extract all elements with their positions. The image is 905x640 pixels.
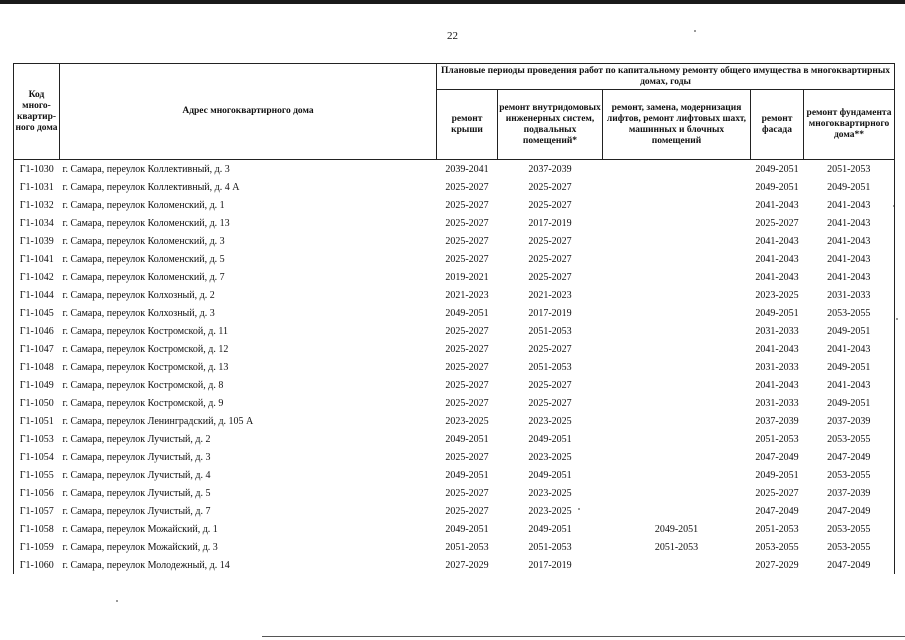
scan-speck [694,30,696,32]
row-systems-period: 2025-2027 [528,379,572,391]
row-foundation-period: 2049-2051 [804,358,895,376]
row-facade-period: 2025-2027 [755,487,799,499]
row-systems-period: 2023-2025 [528,451,572,463]
table-row [14,484,895,502]
row-facade-period: 2047-2049 [755,451,799,463]
row-roof-period: 2025-2027 [445,325,489,337]
row-roof-period: 2025-2027 [445,199,489,211]
row-lifts-period [603,556,751,574]
row-lifts-period: 2049-2051 [654,523,699,535]
row-address: г. Самара, переулок Коломенский, д. 13 [62,217,230,229]
row-lifts-period [603,448,751,466]
header-engineering-systems-repair: ремонт внутридомовых инженерных систем, подвальных помещений* [498,90,603,160]
row-address: г. Самара, переулок Коломенский, д. 3 [62,235,225,247]
row-foundation-period: 2041-2043 [804,196,895,214]
row-code: Г1-1057 [14,502,60,520]
row-foundation-period: 2037-2039 [804,484,895,502]
row-roof-period: 2025-2027 [445,397,489,409]
row-systems-period: 2023-2025 [528,415,572,427]
table-row [14,322,895,340]
row-systems-period: 2051-2053 [528,325,572,337]
row-code: Г1-1056 [14,484,60,502]
row-facade-period: 2041-2043 [755,343,799,355]
row-systems-period: 2025-2027 [528,343,572,355]
row-code: Г1-1050 [14,394,60,412]
row-facade-period: 2041-2043 [755,271,799,283]
table-row [14,250,895,268]
capital-repair-schedule-table [13,63,895,574]
row-code: Г1-1039 [14,232,60,250]
row-foundation-period: 2049-2051 [804,322,895,340]
row-address: г. Самара, переулок Костромской, д. 9 [62,397,224,409]
row-foundation-period: 2041-2043 [804,376,895,394]
row-systems-period: 2037-2039 [498,160,603,179]
table-row [14,304,895,322]
top-border-line [0,0,905,4]
row-systems-period: 2025-2027 [528,271,572,283]
row-facade-period: 2041-2043 [755,253,799,265]
row-facade-period: 2049-2051 [755,469,799,481]
scan-speck [896,318,898,320]
row-facade-period: 2049-2051 [755,181,799,193]
row-foundation-period: 2041-2043 [804,268,895,286]
row-lifts-period [603,196,751,214]
row-address: г. Самара, переулок Костромской, д. 12 [62,343,229,355]
row-code: Г1-1051 [14,412,60,430]
row-code: Г1-1034 [14,214,60,232]
table-row [14,178,895,196]
page-number: 22 [447,30,458,42]
row-code: Г1-1031 [14,178,60,196]
table-row [14,268,895,286]
row-code: Г1-1047 [14,340,60,358]
row-facade-period: 2041-2043 [755,235,799,247]
row-address: г. Самара, переулок Костромской, д. 13 [62,361,229,373]
row-address: г. Самара, переулок Коломенский, д. 1 [62,199,225,211]
row-address: г. Самара, переулок Коллективный, д. 3 [60,160,437,179]
row-foundation-period: 2053-2055 [804,538,895,556]
row-address: г. Самара, переулок Можайский, д. 1 [62,523,218,535]
scan-speck [116,600,118,602]
header-code: Код много-квартир-ного дома [14,64,60,160]
row-foundation-period: 2049-2051 [804,394,895,412]
row-systems-period: 2021-2023 [528,289,572,301]
row-facade-period: 2031-2033 [755,397,799,409]
row-address: г. Самара, переулок Лучистый, д. 2 [62,433,211,445]
row-systems-period: 2023-2025 [528,487,572,499]
table-row [14,466,895,484]
row-code: Г1-1053 [14,430,60,448]
header-planned-periods: Плановые периоды проведения работ по капитальному ремонту общего имущества в многоквартирных домах, годы [437,64,895,90]
row-foundation-period: 2041-2043 [804,214,895,232]
row-address: г. Самара, переулок Костромской, д. 11 [62,325,228,337]
table-row [14,376,895,394]
row-foundation-period: 2047-2049 [804,502,895,520]
table-row [14,196,895,214]
row-roof-period: 2051-2053 [445,541,489,553]
row-facade-period: 2051-2053 [755,433,799,445]
row-code: Г1-1048 [14,358,60,376]
row-facade-period: 2025-2027 [755,217,799,229]
row-address: г. Самара, переулок Лучистый, д. 5 [62,487,211,499]
header-foundation-repair: ремонт фундамента многоквартирного дома** [804,90,895,160]
row-address: г. Самара, переулок Колхозный, д. 2 [62,289,215,301]
row-code: Г1-1032 [14,196,60,214]
table-row [14,160,895,179]
row-foundation-period: 2041-2043 [804,340,895,358]
row-lifts-period [603,502,751,520]
row-systems-period: 2017-2019 [528,559,572,571]
row-roof-period: 2025-2027 [445,253,489,265]
row-facade-period: 2047-2049 [755,505,799,517]
row-systems-period: 2025-2027 [528,181,572,193]
row-code: Г1-1054 [14,448,60,466]
row-address: г. Самара, переулок Можайский, д. 3 [62,541,218,553]
row-facade-period: 2031-2033 [755,325,799,337]
row-foundation-period: 2037-2039 [804,412,895,430]
table-row [14,214,895,232]
header-roof-repair: ремонт крыши [437,90,498,160]
row-roof-period: 2027-2029 [445,559,489,571]
row-foundation-period: 2031-2033 [804,286,895,304]
row-systems-period: 2049-2051 [528,469,572,481]
row-lifts-period [603,304,751,322]
row-lifts-period [603,268,751,286]
row-facade-period: 2031-2033 [755,361,799,373]
row-foundation-period: 2047-2049 [804,556,895,574]
row-address: г. Самара, переулок Лучистый, д. 3 [62,451,211,463]
row-facade-period: 2053-2055 [755,541,799,553]
row-lifts-period [603,322,751,340]
row-lifts-period [603,340,751,358]
row-facade-period: 2023-2025 [755,289,799,301]
row-lifts-period [603,232,751,250]
row-facade-period: 2027-2029 [755,559,799,571]
row-address: г. Самара, переулок Коллективный, д. 4 А [62,181,240,193]
bottom-border-line [262,636,905,637]
row-foundation-period: 2051-2053 [804,160,895,179]
table-body [14,160,895,575]
row-roof-period: 2025-2027 [445,487,489,499]
table-row [14,520,895,538]
row-facade-period: 2051-2053 [755,523,799,535]
row-roof-period: 2049-2051 [445,523,489,535]
header-facade-repair: ремонт фасада [751,90,804,160]
row-foundation-period: 2049-2051 [804,178,895,196]
table-row [14,430,895,448]
row-address: г. Самара, переулок Костромской, д. 8 [62,379,224,391]
row-lifts-period [603,412,751,430]
row-roof-period: 2025-2027 [445,451,489,463]
header-address: Адрес многоквартирного дома [60,64,437,160]
row-lifts-period [603,466,751,484]
row-code: Г1-1058 [14,520,60,538]
row-code: Г1-1046 [14,322,60,340]
row-facade-period: 2049-2051 [751,160,804,179]
table-row [14,340,895,358]
row-roof-period: 2025-2027 [445,235,489,247]
row-address: г. Самара, переулок Лучистый, д. 7 [62,505,211,517]
row-address: г. Самара, переулок Ленинградский, д. 105 А [62,415,254,427]
row-roof-period: 2049-2051 [445,307,489,319]
header-lift-repair: ремонт, замена, модернизация лифтов, ремонт лифтовых шахт, машинных и блочных помещений [603,90,751,160]
row-address: г. Самара, переулок Лучистый, д. 4 [62,469,211,481]
row-foundation-period: 2041-2043 [804,250,895,268]
row-roof-period: 2025-2027 [445,181,489,193]
row-lifts-period [603,160,751,179]
row-foundation-period: 2053-2055 [804,430,895,448]
table-row [14,394,895,412]
row-address: г. Самара, переулок Колхозный, д. 3 [62,307,215,319]
row-code: Г1-1041 [14,250,60,268]
table-row [14,358,895,376]
row-roof-period: 2025-2027 [445,361,489,373]
row-systems-period: 2025-2027 [528,235,572,247]
table-row [14,502,895,520]
row-code: Г1-1044 [14,286,60,304]
table-row [14,556,895,574]
row-lifts-period [603,214,751,232]
row-systems-period: 2017-2019 [528,217,572,229]
row-roof-period: 2025-2027 [445,379,489,391]
table-row [14,412,895,430]
table-row [14,448,895,466]
table-row [14,538,895,556]
row-roof-period: 2019-2021 [445,271,489,283]
row-systems-period: 2025-2027 [528,397,572,409]
row-foundation-period: 2053-2055 [804,520,895,538]
row-roof-period: 2025-2027 [445,217,489,229]
table-header [14,64,895,160]
row-address: г. Самара, переулок Коломенский, д. 7 [62,271,225,283]
table-row [14,232,895,250]
row-code: Г1-1060 [14,556,60,574]
row-foundation-period: 2053-2055 [804,466,895,484]
row-address: г. Самара, переулок Коломенский, д. 5 [62,253,225,265]
row-systems-period: 2051-2053 [528,541,572,553]
row-lifts-period [603,484,751,502]
row-code: Г1-1055 [14,466,60,484]
row-roof-period: 2023-2025 [445,415,489,427]
row-lifts-period [603,250,751,268]
row-code: Г1-1045 [14,304,60,322]
row-facade-period: 2041-2043 [755,199,799,211]
row-lifts-period [603,394,751,412]
row-roof-period: 2039-2041 [437,160,498,179]
row-lifts-period [603,286,751,304]
row-lifts-period [603,178,751,196]
row-roof-period: 2025-2027 [445,505,489,517]
row-facade-period: 2037-2039 [755,415,799,427]
row-facade-period: 2041-2043 [755,379,799,391]
row-foundation-period: 2053-2055 [804,304,895,322]
row-code: Г1-1042 [14,268,60,286]
row-systems-period: 2025-2027 [528,253,572,265]
row-roof-period: 2049-2051 [445,469,489,481]
row-foundation-period: 2041-2043 [804,232,895,250]
row-roof-period: 2021-2023 [445,289,489,301]
table-row [14,286,895,304]
row-roof-period: 2025-2027 [445,343,489,355]
row-roof-period: 2049-2051 [445,433,489,445]
row-systems-period: 2049-2051 [528,433,572,445]
row-foundation-period: 2047-2049 [804,448,895,466]
row-systems-period: 2023-2025 [528,505,572,517]
row-lifts-period [603,430,751,448]
row-facade-period: 2049-2051 [755,307,799,319]
row-systems-period: 2025-2027 [528,199,572,211]
row-address: г. Самара, переулок Молодежный, д. 14 [62,559,230,571]
row-code: Г1-1049 [14,376,60,394]
row-systems-period: 2049-2051 [528,523,572,535]
row-lifts-period [603,376,751,394]
row-lifts-period: 2051-2053 [654,541,699,553]
row-code: Г1-1030 [14,160,60,179]
row-lifts-period [603,358,751,376]
row-systems-period: 2017-2019 [528,307,572,319]
row-systems-period: 2051-2053 [528,361,572,373]
row-code: Г1-1059 [14,538,60,556]
